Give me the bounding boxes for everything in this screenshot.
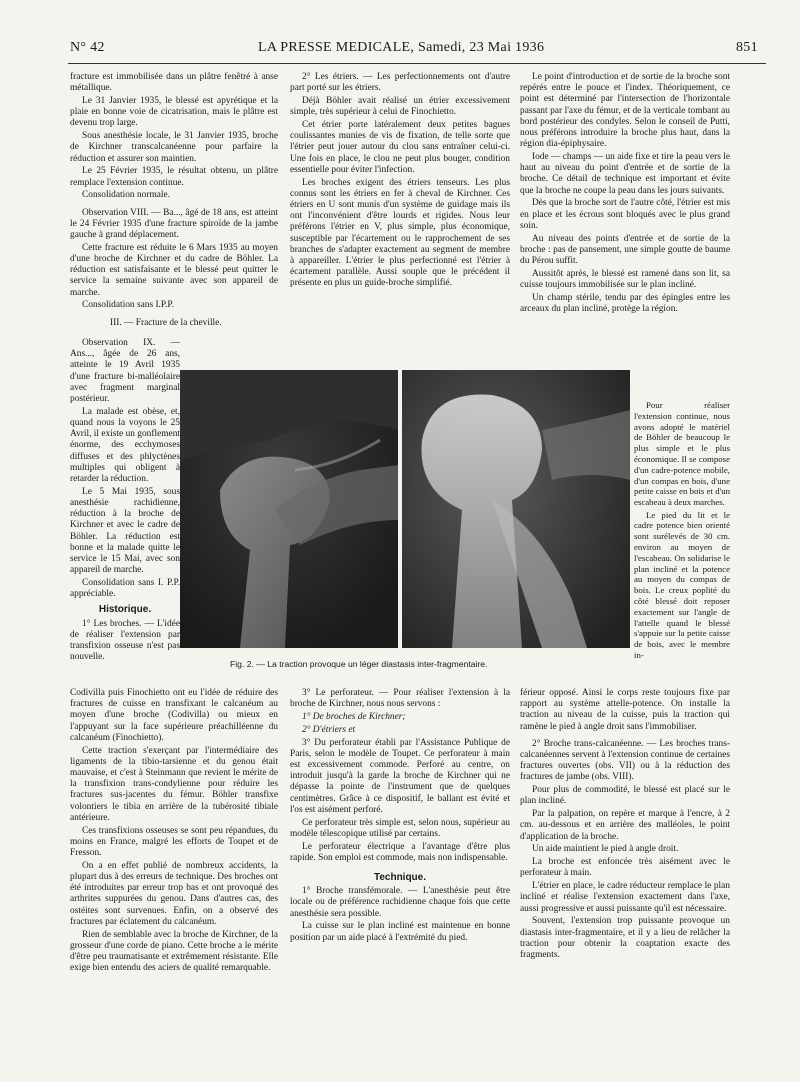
- paragraph: Pour plus de commodité, le blessé est placé sur le plan incliné.: [520, 785, 730, 807]
- figure-caption: Fig. 2. — La traction provoque un léger diastasis inter-fragmentaire.: [230, 659, 488, 669]
- paragraph: Le 25 Février 1935, le résultat obtenu, un plâtre remplace l'extension continue.: [70, 166, 278, 188]
- paragraph: Cette traction s'exerçant par l'intermédiaire des ligaments de la tibio-tarsienne et du genou était mauvaise, et c'est à Steinmann que revient le mérite de la transfixion trans-condylienne pour réduire les fractures sus-jacentes du fémur. Böhler transfixe volontiers le tibia en arrière de la tubérosité tibiale antérieure.: [70, 745, 278, 823]
- column-1-top: [70, 72, 278, 317]
- xray-right-image: [402, 370, 630, 648]
- paragraph: Consolidation sans I. P.P. appréciable.: [70, 578, 180, 600]
- paragraph: 1° Broche transfémorale. — L'anesthésie peut être locale ou de préférence rachidienne chaque fois que cette anesthésie sera possible.: [290, 886, 510, 919]
- issue-number: N° 42: [70, 40, 105, 55]
- paragraph: Dès que la broche sort de l'autre côté, l'étrier est mis en place et les écrous sont bloqués avec le plus grand soin.: [520, 198, 730, 231]
- paragraph: La cuisse sur le plan incliné est maintenue en bonne position par un aide placé à l'extrémité du pied.: [290, 921, 510, 943]
- paragraph: Consolidation sans I.P.P.: [82, 300, 174, 311]
- paragraph: Pour réaliser l'extension continue, nous avons adopté le matériel de Böhler de beaucoup le plus simple et le plus économique. Il se compose d'un cadre-potence mobile, d'un compas en bois, d'une petite caisse en bois et d'un escabeau à deux marches.: [634, 400, 730, 508]
- list-item: 3° Du perforateur établi par l'Assistance Publique de Paris, selon le modèle de Toupet. Ce perforateur à main est excessivement commode. Perforé au centre, on introduit jusqu'à la garde la broche de Kirchner qui ne dépasse la pointe de l'instrument que de quelques centimètres. Grâce à ce dispositif, le ballant est évité et l'os est aisément perforé.: [290, 737, 510, 815]
- paragraph: La broche est enfoncée très aisément avec le perforateur à main.: [520, 857, 730, 879]
- paragraph: L'étrier en place, le cadre réducteur remplace le plan incliné et réalise l'extension exactement dans l'axe, aussi progressive et aussi puissante qu'il est nécessaire.: [520, 881, 730, 914]
- section-title: III. — Fracture de la cheville.: [110, 318, 222, 328]
- paragraph: Rien de semblable avec la broche de Kirchner, de la grosseur d'une corde de piano. Cette broche a le mérite d'être peu traumatisante et extrêmement résistante. Elle exige bien entendu des aciers de qualité remarquable.: [70, 929, 278, 974]
- column-3-narrow: [634, 400, 730, 685]
- paragraph: Codivilla puis Finochietto ont eu l'idée de réduire des fractures de cuisse en transfixant le calcanéum au moyen d'une broche (Codivilla) ou mieux en l'appuyant sur la face supérieure préachilléenne du calcanéum (Finochietto).: [70, 688, 278, 743]
- column-1-bottom: [70, 688, 278, 1016]
- paragraph: Le 5 Mai 1935, sous anesthésie rachidienne, réduction à la broche de Kirchner et avec le cadre de Böhler. La réduction est bonne et la malade quitte le service le 15 Mai, avec son appareil de marche.: [70, 486, 180, 576]
- paragraph: Consolidation normale.: [82, 190, 171, 201]
- paragraph: Ce perforateur très simple est, selon nous, supérieur au modèle télescopique utilisé par certains.: [290, 817, 510, 839]
- paragraph: Déjà Böhler avait réalisé un étrier excessivement simple, très supérieur à celui de Finochietto.: [290, 96, 510, 118]
- column-1-narrow: [70, 338, 180, 668]
- list-item: 1° De broches de Kirchner;: [302, 712, 406, 722]
- column-3-bottom: [520, 688, 730, 1018]
- paragraph: Un aide maintient le pied à angle droit.: [532, 844, 679, 855]
- paragraph: férieur opposé. Ainsi le corps reste toujours fixe par rapport au système attelle-potence. On installe la traction au niveau de la cuisse, puis la traction qui ramène le pied à angle droit sans l'immobiliser.: [520, 688, 730, 732]
- section-title-block: [70, 318, 278, 332]
- paragraph: On a en effet publié de nombreux accidents, la plupart dus à des erreurs de technique. Des broches ont été introduites par erreur trop bas et ont provoqué des arthrites suppurées du genou. Dans d'autres cas, des ostéites sont survenues. Enfin, on a observé des fractures par éclatement du calcanéum.: [70, 860, 278, 927]
- list-item: 2° D'étriers et: [302, 724, 356, 735]
- page-number: 851: [736, 40, 758, 55]
- paragraph: Le 31 Janvier 1935, le blessé est apyrétique et la plaie en bonne voie de cicatrisation, mais le plâtre est devenu trop large.: [70, 96, 278, 129]
- paragraph: Le pied du lit et le cadre potence bien orienté sont surélevés de 30 cm. environ au moyen de l'escabeau. On solidarise le plan incliné et la potence au moyen du compas de bois. Le creux poplité du côté blessé doit reposer exactement sur l'angle de l'attelle quand le blessé s'appuie sur la petite caisse de bois, avec le membre in-: [634, 509, 730, 660]
- paragraph: Le point d'introduction et de sortie de la broche sont repérés entre le pouce et l'index. Théoriquement, ce point est déterminé par l'intersection de l'horizontale passant par l'axe du fémur, et de la verticale tombant au bord postérieur des condyles. Selon le conseil de Putti, nous préférons introduire la broche plus haut, dans la région dia-épiphysaire.: [520, 72, 730, 150]
- running-header: [0, 40, 800, 64]
- paragraph: Cet étrier porte latéralement deux petites bagues coulissantes munies de vis de fixation, de telle sorte que l'étrier peut jouer autour du clou sans entraîner celui-ci. Une fois en place, le clou ne peut plus bouger, condition essentielle pour éviter l'infection.: [290, 120, 510, 175]
- xray-left-image: [180, 370, 398, 648]
- paragraph: 3° Le perforateur. — Pour réaliser l'extension à la broche de Kirchner, nous nous servons :: [290, 688, 510, 710]
- paragraph: Sous anesthésie locale, le 31 Janvier 1935, broche de Kirchner transcalcanéenne pour parfaire la réduction et assurer son maintien.: [70, 131, 278, 164]
- header-rule: [68, 63, 766, 64]
- observation-heading: Observation VIII. — Ba..., âgé de 18 ans, est atteint le 24 Février 1935 d'une fracture spiroïde de la jambe gauche à grand déplacement.: [70, 207, 278, 241]
- paragraph: Par la palpation, on repère et marque à l'encre, à 2 cm. au-dessous et en arrière des malléoles, le point d'application de la broche.: [520, 809, 730, 842]
- paragraph: 1° Les broches. — L'idée de réaliser l'extension par transfixion osseuse n'est pas nouvelle.: [70, 618, 180, 663]
- section-heading-historique: Historique.: [98, 604, 152, 616]
- paragraph: 2° Broche trans-calcanéenne. — Les broches trans-calcanéennes servent à l'extension continue de certaines fractures ouvertes (obs. VII) ou à la réduction des fractures de jambe (obs. VIII).: [520, 738, 730, 783]
- paragraph: Iode — champs — un aide fixe et tire la peau vers le haut au niveau du point d'entrée et de sortie de la broche. Ce détail de technique est important et évite que la broche ne coupe la peau dans les jours suivants.: [520, 152, 730, 196]
- column-2-top: [290, 72, 510, 362]
- section-heading-technique: Technique.: [373, 872, 427, 884]
- paragraph: Cette fracture est réduite le 6 Mars 1935 au moyen d'une broche de Kirchner et du cadre de Böhler. La réduction est satisfaisante et le blessé peut quitter le service la semaine suivante avec son appareil de marche.: [70, 242, 278, 298]
- paragraph: Un champ stérile, tendu par des épingles entre les arceaux du plan incliné, protège la région.: [520, 292, 730, 315]
- paragraph: Le perforateur électrique a l'avantage d'être plus rapide. Son emploi est commode, mais non indispensable.: [290, 841, 510, 863]
- column-2-bottom: [290, 688, 510, 1018]
- paragraph: fracture est immobilisée dans un plâtre fenêtré à anse métallique.: [70, 72, 278, 94]
- paragraph: Ces transfixions osseuses se sont peu répandues, du moins en France, malgré les efforts de Toupet et de Fresson.: [70, 825, 278, 859]
- paragraph: Aussitôt après, le blessé est ramené dans son lit, sa cuisse toujours immobilisée sur le plan incliné.: [520, 268, 730, 291]
- observation-heading: Observation IX. — Ans..., âgée de 26 ans, atteinte le 19 Avril 1935 d'une fracture bi-malléolaire avec fragment marginal postérieur.: [70, 338, 180, 405]
- paragraph: 2° Les étriers. — Les perfectionnements ont d'autre part porté sur les étriers.: [290, 72, 510, 94]
- paragraph: Souvent, l'extension trop puissante provoque un diastasis inter-fragmentaire, et il y a lieu de relâcher la traction pour obtenir la coaptation exacte des fragments.: [520, 916, 730, 961]
- column-3-top: [520, 72, 730, 370]
- journal-title: LA PRESSE MEDICALE, Samedi, 23 Mai 1936: [258, 40, 545, 55]
- paragraph: Les broches exigent des étriers tenseurs. Les plus connus sont les étriers en fer à cheval de Kirchner. Ces étriers en U sont munis d'un système de guidage mais ils ont l'inconvénient d'être lourds et rigides. Nous leur préférons l'étrier en V, plus simple, plus économique, susceptible par l'écartement ou le rapprochement de ses branches de s'adapter exactement au segment de membre à appareiller. L'étrier le plus perfectionné est l'étrier à écartement parallèle. Aussi souple que le précédent il présente en plus un guide-broche simplifié.: [290, 177, 510, 289]
- paragraph: Au niveau des points d'entrée et de sortie de la broche : pas de pansement, une simple goutte de baume du Pérou suffit.: [520, 233, 730, 267]
- paragraph: La malade est obèse, et, quand nous la voyons le 25 Avril, il existe un gonflement énorme, des ecchymoses diffuses et des phlyctènes multiples qui obligent à retarder la réduction.: [70, 406, 180, 485]
